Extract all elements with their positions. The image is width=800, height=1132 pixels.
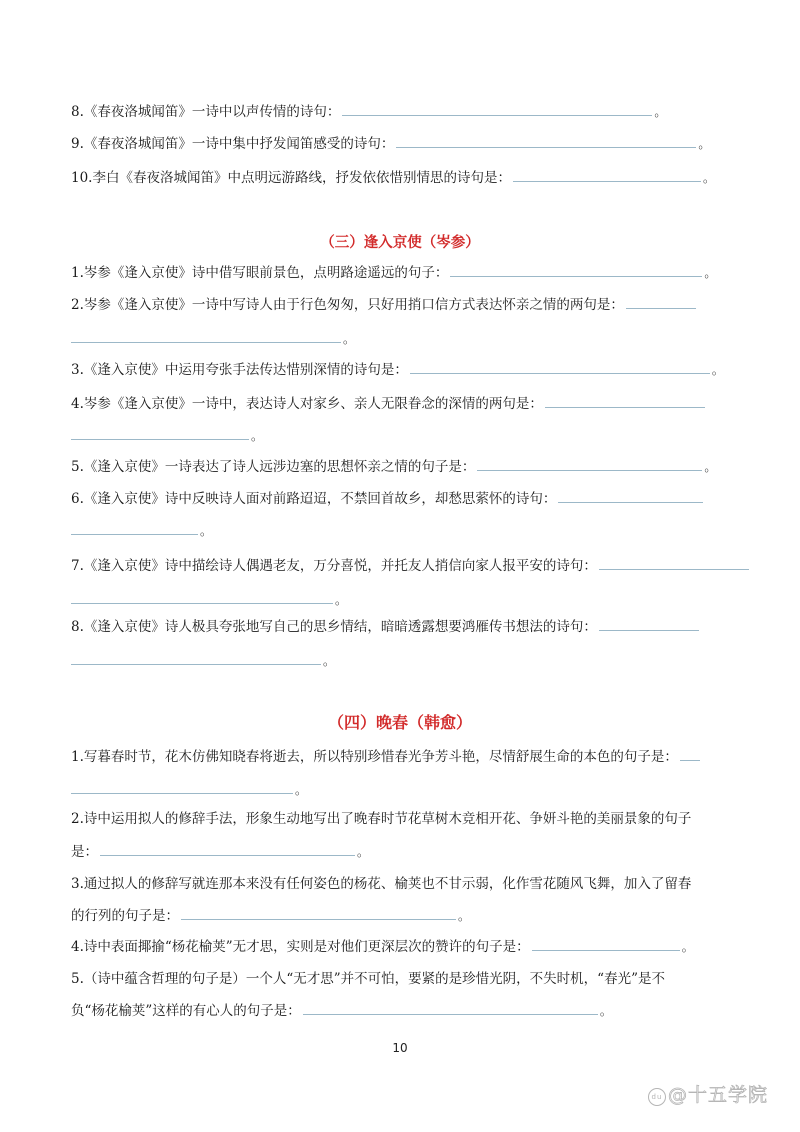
question-text: 负“杨花榆荚”这样的有心人的句子是：	[71, 1003, 301, 1019]
question-3-4-cont: 。	[71, 425, 263, 447]
question-4-2-cont: 是： 。	[71, 841, 369, 863]
answer-blank[interactable]	[680, 746, 700, 761]
answer-blank[interactable]	[71, 520, 198, 535]
question-text: 7.《逢入京使》诗中描绘诗人偶遇老友，万分喜悦，并托友人捎信向家人报平安的诗句：	[71, 558, 597, 574]
answer-blank[interactable]	[342, 101, 652, 116]
answer-blank[interactable]	[71, 328, 341, 343]
answer-blank[interactable]	[626, 294, 696, 309]
answer-blank[interactable]	[599, 555, 749, 570]
question-text: 4.诗中表面揶揄“杨花榆荚”无才思，实则是对他们更深层次的赞许的句子是：	[71, 939, 530, 955]
question-3-7	[71, 555, 751, 577]
question-4-3	[71, 873, 691, 895]
answer-blank[interactable]	[450, 262, 702, 277]
question-text: 1.写暮春时节，花木仿佛知晓春将逝去，所以特别珍惜春光争芳斗艳，尽情舒展生命的本色的句子是：	[71, 749, 678, 765]
answer-blank[interactable]	[410, 359, 710, 374]
question-3-6-cont: 。	[71, 520, 212, 542]
baidu-paw-icon: du	[648, 1088, 666, 1106]
question-3-8-cont: 。	[71, 650, 335, 672]
answer-blank[interactable]	[100, 841, 355, 856]
answer-blank[interactable]	[71, 589, 333, 604]
watermark-text: @十五学院	[668, 1084, 769, 1106]
question-2-10: 10.李白《春夜洛城闻笛》中点明远游路线，抒发依依惜别情思的诗句是： 。	[71, 167, 715, 189]
question-text: 是：	[71, 844, 98, 860]
question-4-5	[71, 968, 665, 990]
question-4-4: 4.诗中表面揶揄“杨花榆荚”无才思，实则是对他们更深层次的赞许的句子是： 。	[71, 936, 694, 958]
question-text: 6.《逢入京使》诗中反映诗人面对前路迢迢，不禁回首故乡，却愁思萦怀的诗句：	[71, 491, 557, 507]
question-3-1: 1.岑参《逢入京使》诗中借写眼前景色，点明路途遥远的句子： 。	[71, 262, 716, 284]
question-3-6	[71, 488, 705, 510]
question-text: 5.（诗中蕴含哲理的句子是）一个人“无才思”并不可怕，要紧的是珍惜光阴，不失时机，“春光”是不	[71, 971, 665, 987]
question-4-5-cont: 负“杨花榆荚”这样的有心人的句子是： 。	[71, 1000, 612, 1022]
question-3-3: 3.《逢入京使》中运用夸张手法传达惜别深情的诗句是： 。	[71, 359, 724, 381]
question-text: 10.李白《春夜洛城闻笛》中点明远游路线，抒发依依惜别情思的诗句是：	[71, 170, 511, 186]
question-4-2	[71, 808, 691, 830]
question-text: 1.岑参《逢入京使》诗中借写眼前景色，点明路途遥远的句子：	[71, 265, 449, 281]
question-text: 2.岑参《逢入京使》一诗中写诗人由于行色匆匆，只好用捎口信方式表达怀亲之情的两句是：	[71, 297, 624, 313]
answer-blank[interactable]	[396, 133, 696, 148]
answer-blank[interactable]	[477, 456, 702, 471]
question-text: 8.《春夜洛城闻笛》一诗中以声传情的诗句：	[71, 104, 341, 120]
question-text: 3.通过拟人的修辞写就连那本来没有任何姿色的杨花、榆荚也不甘示弱，化作雪花随风飞舞，加入了留春	[71, 876, 692, 892]
answer-blank[interactable]	[532, 936, 680, 951]
question-4-1-cont: 。	[71, 779, 307, 801]
question-text: 5.《逢入京使》一诗表达了诗人远涉边塞的思想怀亲之情的句子是：	[71, 459, 476, 475]
watermark	[648, 1080, 768, 1107]
section-heading: （四）晚春（韩愈）	[327, 713, 472, 732]
question-2-8: 8.《春夜洛城闻笛》一诗中以声传情的诗句： 。	[71, 101, 666, 123]
page-number: 10	[392, 1041, 408, 1055]
answer-blank[interactable]	[558, 488, 703, 503]
question-text: 2.诗中运用拟人的修辞手法，形象生动地写出了晚春时节花草树木竞相开花、争妍斗艳的美丽景象的句子	[71, 811, 692, 827]
answer-blank[interactable]	[71, 425, 249, 440]
question-4-3-cont: 的行列的句子是： 。	[71, 905, 470, 927]
question-4-1	[71, 746, 702, 768]
question-3-8	[71, 616, 701, 638]
question-3-2-cont: 。	[71, 328, 355, 350]
answer-blank[interactable]	[71, 650, 321, 665]
answer-blank[interactable]	[545, 393, 705, 408]
question-text: 3.《逢入京使》中运用夸张手法传达惜别深情的诗句是：	[71, 362, 408, 378]
section-heading: （三）逢入京使（岑参）	[320, 234, 480, 251]
question-3-4	[71, 393, 707, 415]
question-3-7-cont: 。	[71, 589, 347, 611]
question-3-5: 5.《逢入京使》一诗表达了诗人远涉边塞的思想怀亲之情的句子是： 。	[71, 456, 716, 478]
answer-blank[interactable]	[513, 167, 701, 182]
question-3-2	[71, 294, 698, 316]
answer-blank[interactable]	[71, 779, 293, 794]
question-text: 4.岑参《逢入京使》一诗中，表达诗人对家乡、亲人无限眷念的深情的两句是：	[71, 396, 543, 412]
answer-blank[interactable]	[181, 905, 456, 920]
question-text: 9.《春夜洛城闻笛》一诗中集中抒发闻笛感受的诗句：	[71, 136, 395, 152]
question-2-9: 9.《春夜洛城闻笛》一诗中集中抒发闻笛感受的诗句： 。	[71, 133, 710, 155]
question-text: 的行列的句子是：	[71, 908, 179, 924]
question-text: 8.《逢入京使》诗人极具夸张地写自己的思乡情结，暗暗透露想要鸿雁传书想法的诗句：	[71, 619, 597, 635]
answer-blank[interactable]	[599, 616, 699, 631]
answer-blank[interactable]	[303, 1000, 598, 1015]
